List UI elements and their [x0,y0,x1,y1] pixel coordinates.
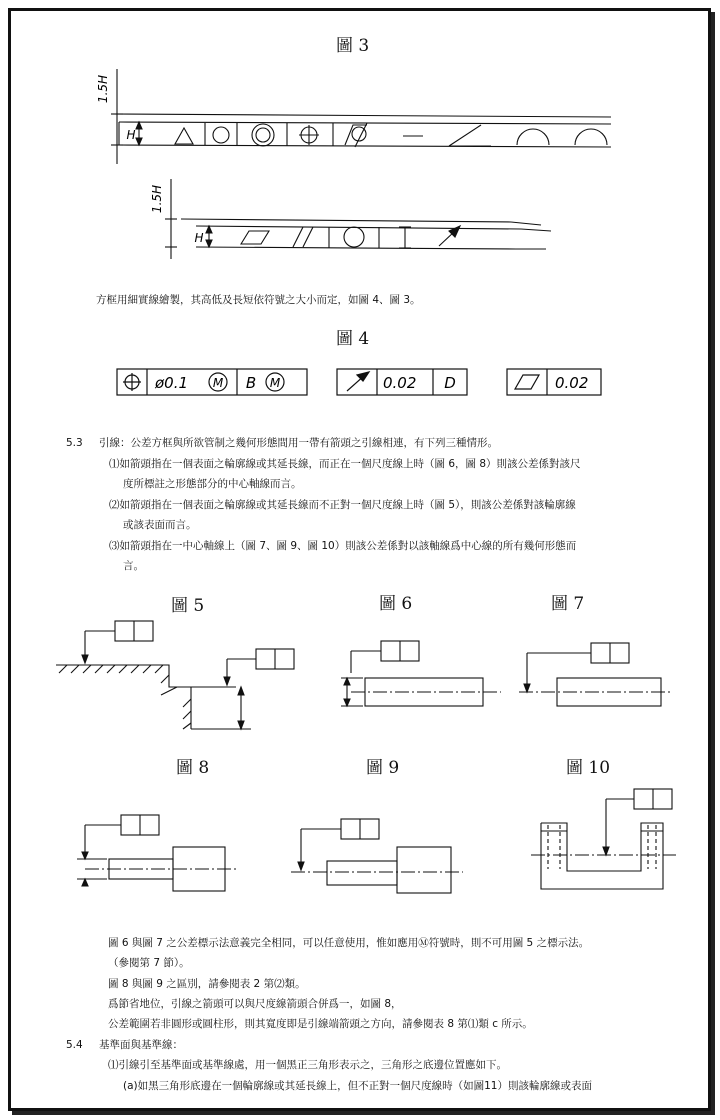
note-4: 公差範圍若非圓形或圓柱形，則其寬度即是引線端箭頭之方向，請參閱表 8 第⑴類 c 所示。 [108,1018,533,1030]
fig4-frame1-datum-modifier: M [269,376,281,390]
figure-3-drawing [71,59,631,259]
section-5-3-heading: 引線：公差方框與所欲管制之幾何形態間用一帶有箭頭之引線相連，有下列三種情形。 [99,437,498,449]
note-2: 圖 8 與圖 9 之區別，請參閱表 2 第⑵類。 [108,978,306,990]
section-5-3-item1-line1: ⑴如箭頭指在一個表面之輪廓線或其延長線，而正在一個尺度線上時（圖 6，圖 8）則該公差係對該尺 [109,458,581,470]
note-1-line2: （參閱第 7 節）。 [108,957,190,969]
section-5-3-item2-line1: ⑵如箭頭指在一個表面之輪廓線或其延長線而不正對一個尺度線上時（圖 5），則該公差係對該輪廓線 [109,499,576,511]
frame-note: 方框用細實線繪製，其高低及長短依符號之大小而定，如圖 4、圖 3。 [96,294,421,306]
figure-4-drawing [111,365,611,399]
figure-8-title: 圖 8 [176,758,210,778]
figure-3-title: 圖 3 [336,36,370,56]
fig4-frame1-modifier: M [212,376,224,390]
fig3-label-h-top: H [126,128,136,142]
section-5-4-item-a: (a)如黑三角形底邊在一個輪廓線或其延長線上，但不正對一個尺度線時（如圖11）則該輪廓線或表面 [123,1080,592,1092]
figure-10-title: 圖 10 [566,758,611,778]
figure-6-title: 圖 6 [379,594,413,614]
figures-8-9-10-drawing [51,779,681,904]
fig4-frame1-tolerance: ø0.1 [155,374,189,392]
section-5-4-item1: ⑴引線引至基準面或基準線處，用一個黑正三角形表示之，三角形之底邊位置應如下。 [108,1059,507,1071]
fig4-frame2-datum: D [444,374,456,392]
section-5-3-item2-line2: 或該表面而言。 [123,519,197,531]
figure-4-title: 圖 4 [336,329,370,349]
fig3-label-15h-top: 1.5H [96,74,110,104]
section-5-3-number: 5.3 [66,437,83,449]
fig3-label-h-bottom: H [194,231,204,245]
figures-5-6-7-drawing [51,611,671,736]
fig4-frame3-tolerance: 0.02 [555,374,589,392]
section-5-3-item3-line2: 言。 [123,560,144,572]
section-5-4-heading: 基準面與基準線： [99,1039,183,1051]
section-5-3-item1-line2: 度所標註之形態部分的中心軸線而言。 [123,478,302,490]
fig4-frame1-datum: B [245,374,257,392]
section-5-3-item3-line1: ⑶如箭頭指在一中心軸線上（圖 7、圖 9、圖 10）則該公差係對以該軸線爲中心線的所有幾何形態而 [109,540,577,552]
figure-9-title: 圖 9 [366,758,400,778]
figure-7-title: 圖 7 [551,594,585,614]
note-3: 爲節省地位，引線之箭頭可以與尺度線箭頭合併爲一，如圖 8， [108,998,402,1010]
note-1-line1: 圖 6 與圖 7 之公差標示法意義完全相同，可以任意使用，惟如應用Ⓜ符號時，則不可用圖 5 之標示法。 [108,937,590,949]
section-5-4-number: 5.4 [66,1039,83,1051]
fig3-label-15h-bottom: 1.5H [150,184,164,214]
figure-5-title: 圖 5 [171,596,205,616]
fig4-frame2-tolerance: 0.02 [383,374,417,392]
document-page [8,8,711,1111]
